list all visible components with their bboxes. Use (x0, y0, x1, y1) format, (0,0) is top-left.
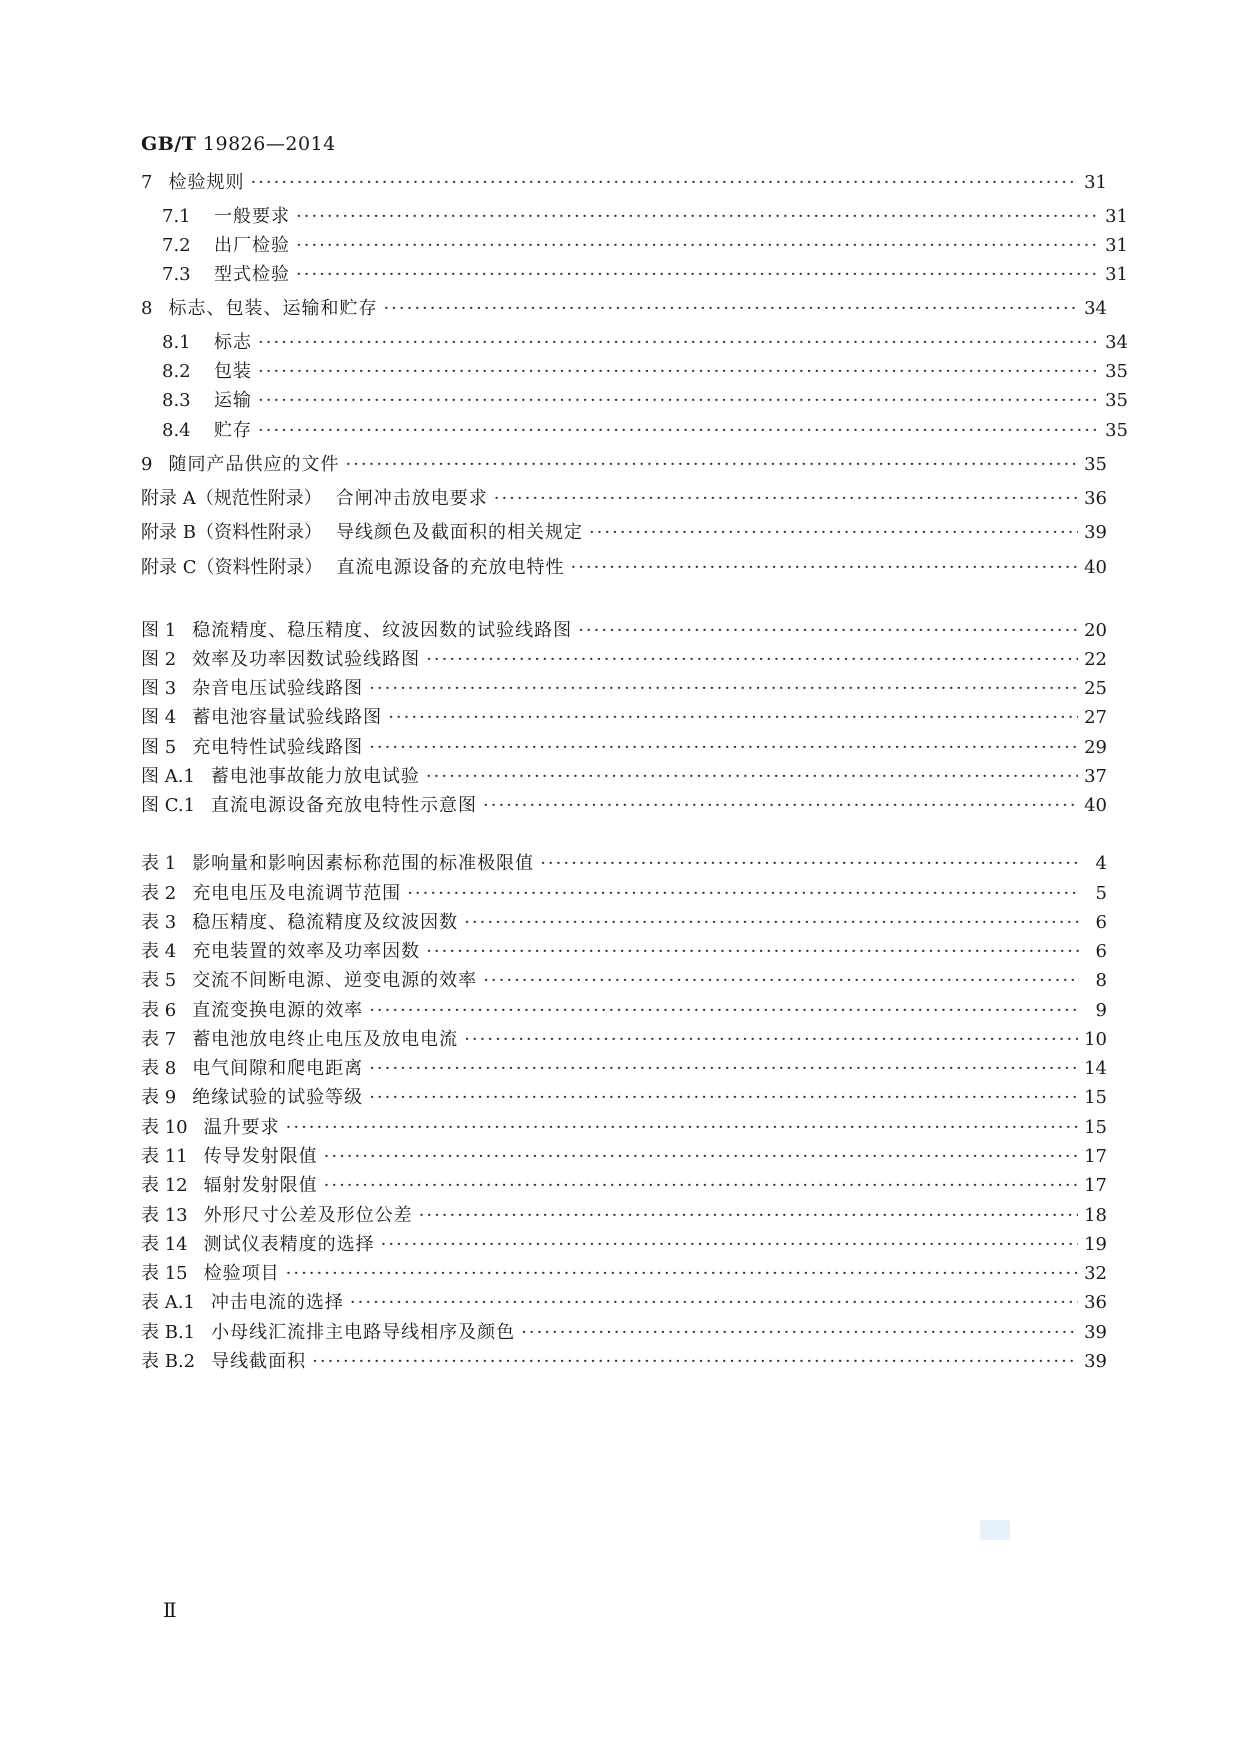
figures-entry-number: 图 3 (141, 678, 177, 699)
tables-entry[interactable] (141, 1140, 1107, 1168)
tables-entry-page: 19 (1084, 1234, 1107, 1255)
toc-entry-title: 标志 (214, 332, 252, 353)
leader-dots (383, 298, 1078, 320)
tables-entry-page: 39 (1084, 1351, 1107, 1372)
toc-entry-title: 检验规则 (168, 172, 245, 193)
tables-entry[interactable] (141, 964, 1107, 992)
leader-dots (296, 264, 1099, 286)
tables-entry-page: 5 (1095, 883, 1107, 904)
tables-entry[interactable] (141, 935, 1107, 963)
tables-entry-number: 表 14 (141, 1234, 188, 1255)
tables-entry-number: 表 6 (141, 1000, 177, 1021)
figures-entry-number: 图 A.1 (141, 766, 195, 787)
toc-entry-page: 31 (1105, 235, 1128, 256)
tables-entry-page: 17 (1084, 1146, 1107, 1167)
toc-entry-page: 31 (1105, 206, 1128, 227)
leader-dots (369, 678, 1078, 700)
tables-entry[interactable] (141, 1169, 1107, 1197)
toc-entry-number: 7 (141, 172, 153, 193)
figures-entry-title: 充电特性试验线路图 (192, 737, 364, 758)
figures-entry-title: 效率及功率因数试验线路图 (192, 649, 421, 670)
leader-dots (296, 235, 1099, 257)
figures-entry-title: 蓄电池事故能力放电试验 (210, 766, 420, 787)
tables-entry-number: 表 9 (141, 1087, 177, 1108)
toc-entry[interactable] (141, 326, 1128, 354)
figures-entry-page: 20 (1084, 620, 1107, 641)
tables-entry[interactable] (141, 1316, 1107, 1344)
toc-entry-number: 附录 A（规范性附录） (141, 488, 322, 509)
leader-dots (286, 1263, 1078, 1285)
leader-dots (521, 1322, 1078, 1344)
tables-entry-page: 15 (1084, 1117, 1107, 1138)
tables-entry-title: 电气间隙和爬电距离 (192, 1058, 364, 1079)
tables-entry-title: 外形尺寸公差及形位公差 (203, 1205, 413, 1226)
tables-entry-title: 传导发射限值 (203, 1146, 318, 1167)
tables-entry-number: 表 7 (141, 1029, 177, 1050)
toc-entry-page: 35 (1105, 420, 1128, 441)
leader-dots (345, 454, 1078, 476)
tables-entry[interactable] (141, 1345, 1107, 1373)
tables-entry-page: 39 (1084, 1322, 1107, 1343)
toc-entry-number: 附录 B（资料性附录） (141, 522, 322, 543)
tables-entry-number: 表 10 (141, 1117, 188, 1138)
tables-entry[interactable] (141, 1199, 1107, 1227)
toc-entry-title: 贮存 (214, 420, 252, 441)
toc-entry-title: 运输 (214, 390, 252, 411)
tables-entry-number: 表 B.2 (141, 1351, 196, 1372)
leader-dots (426, 766, 1078, 788)
leader-dots (540, 853, 1079, 875)
figures-entry[interactable] (141, 672, 1107, 700)
leader-dots (483, 970, 1079, 992)
toc-entry-title: 出厂检验 (214, 235, 290, 256)
tables-entry-title: 温升要求 (203, 1117, 280, 1138)
tables-entry-number: 表 11 (141, 1146, 188, 1167)
figures-entry[interactable] (141, 643, 1107, 671)
leader-dots (369, 1087, 1078, 1109)
tables-entry-number: 表 8 (141, 1058, 177, 1079)
tables-entry-title: 影响量和影响因素标称范围的标准极限值 (192, 853, 535, 874)
toc-entry-page: 35 (1084, 454, 1107, 475)
tables-entry-page: 14 (1084, 1058, 1107, 1079)
leader-dots (369, 737, 1078, 759)
toc-entry[interactable] (141, 229, 1128, 257)
toc-entry-number: 7.1 (162, 206, 191, 227)
toc-entry-title: 合闸冲击放电要求 (335, 488, 488, 509)
leader-dots (258, 420, 1099, 442)
leader-dots (426, 649, 1078, 671)
leader-dots (419, 1205, 1078, 1227)
figures-entry-title: 稳流精度、稳压精度、纹波因数的试验线路图 (192, 620, 573, 641)
leader-dots (589, 522, 1078, 544)
tables-entry-number: 表 A.1 (141, 1292, 195, 1313)
toc-entry-page: 34 (1084, 298, 1107, 319)
toc-entry-page: 34 (1105, 332, 1128, 353)
figures-entry-page: 27 (1084, 707, 1107, 728)
figures-entry-page: 37 (1084, 766, 1107, 787)
toc-entry-page: 31 (1084, 172, 1107, 193)
standard-prefix: GB/T (141, 133, 197, 155)
tables-entry[interactable] (141, 1052, 1107, 1080)
toc-entry[interactable] (141, 384, 1128, 412)
leader-dots (407, 883, 1079, 905)
tables-entry-title: 交流不间断电源、逆变电源的效率 (192, 970, 478, 991)
toc-entry-page: 31 (1105, 264, 1128, 285)
leader-dots (296, 206, 1099, 228)
tables-entry-page: 4 (1095, 853, 1107, 874)
tables-entry-title: 绝缘试验的试验等级 (192, 1087, 364, 1108)
leader-dots (464, 912, 1079, 934)
tables-entry-number: 表 15 (141, 1263, 188, 1284)
figures-entry[interactable] (141, 731, 1107, 759)
watermark-stamp (980, 1520, 1010, 1540)
tables-entry[interactable] (141, 994, 1107, 1022)
tables-entry-page: 32 (1084, 1263, 1107, 1284)
tables-entry-page: 10 (1084, 1029, 1107, 1050)
tables-entry-number: 表 2 (141, 883, 177, 904)
tables-entry-number: 表 4 (141, 941, 177, 962)
toc-entry-title: 一般要求 (214, 206, 290, 227)
page-number: Ⅱ (163, 1598, 177, 1622)
toc-entry[interactable] (141, 482, 1107, 510)
figures-entry-number: 图 4 (141, 707, 177, 728)
tables-entry-title: 检验项目 (203, 1263, 280, 1284)
toc-entry-title: 随同产品供应的文件 (168, 454, 340, 475)
toc-entry[interactable] (141, 166, 1107, 194)
leader-dots (324, 1175, 1078, 1197)
tables-entry-number: 表 B.1 (141, 1322, 196, 1343)
leader-dots (426, 941, 1079, 963)
leader-dots (258, 390, 1099, 412)
leader-dots (369, 1000, 1079, 1022)
figures-entry-page: 22 (1084, 649, 1107, 670)
leader-dots (494, 488, 1078, 510)
tables-entry-number: 表 13 (141, 1205, 188, 1226)
leader-dots (369, 1058, 1078, 1080)
toc-entry-title: 标志、包装、运输和贮存 (168, 298, 378, 319)
tables-entry-title: 蓄电池放电终止电压及放电电流 (192, 1029, 459, 1050)
figures-entry-number: 图 5 (141, 737, 177, 758)
tables-entry-title: 充电电压及电流调节范围 (192, 883, 402, 904)
tables-entry-page: 36 (1084, 1292, 1107, 1313)
figures-entry-title: 杂音电压试验线路图 (192, 678, 364, 699)
toc-entry-number: 8 (141, 298, 153, 319)
tables-entry[interactable] (141, 1111, 1107, 1139)
tables-entry-title: 冲击电流的选择 (210, 1292, 344, 1313)
leader-dots (381, 1234, 1078, 1256)
toc-entry[interactable] (141, 292, 1107, 320)
toc-entry-page: 35 (1105, 361, 1128, 382)
toc-entry-number: 8.4 (162, 420, 191, 441)
toc-entry-number: 7.3 (162, 264, 191, 285)
tables-entry-page: 6 (1095, 941, 1107, 962)
figures-entry-number: 图 1 (141, 620, 177, 641)
tables-entry-number: 表 1 (141, 853, 177, 874)
tables-entry-page: 17 (1084, 1175, 1107, 1196)
toc-entry-title: 型式检验 (214, 264, 290, 285)
tables-entry[interactable] (141, 1081, 1107, 1109)
toc-entry[interactable] (141, 258, 1128, 286)
figures-entry[interactable] (141, 701, 1107, 729)
tables-entry[interactable] (141, 1023, 1107, 1051)
toc-entry-page: 40 (1084, 557, 1107, 578)
toc-entry-number: 附录 C（资料性附录） (141, 557, 323, 578)
standard-number: 19826—2014 (202, 133, 336, 155)
leader-dots (258, 361, 1099, 383)
leader-dots (324, 1146, 1078, 1168)
tables-entry-page: 9 (1095, 1000, 1107, 1021)
leader-dots (258, 332, 1099, 354)
leader-dots (483, 795, 1078, 817)
leader-dots (350, 1292, 1078, 1314)
figures-entry[interactable] (141, 789, 1107, 817)
toc-entry-number: 7.2 (162, 235, 191, 256)
toc-entry-number: 8.1 (162, 332, 191, 353)
toc-entry-number: 8.3 (162, 390, 191, 411)
tables-entry-page: 6 (1095, 912, 1107, 933)
leader-dots (312, 1351, 1078, 1373)
toc-entry[interactable] (141, 200, 1128, 228)
toc-entry-title: 包装 (214, 361, 252, 382)
figures-entry-number: 图 2 (141, 649, 177, 670)
leader-dots (250, 172, 1078, 194)
tables-entry-number: 表 5 (141, 970, 177, 991)
tables-entry-title: 充电装置的效率及功率因数 (192, 941, 421, 962)
tables-entry-title: 小母线汇流排主电路导线相序及颜色 (211, 1322, 516, 1343)
leader-dots (464, 1029, 1078, 1051)
figures-entry-title: 直流电源设备充放电特性示意图 (211, 795, 478, 816)
leader-dots (286, 1117, 1078, 1139)
toc-entry-title: 导线颜色及截面积的相关规定 (335, 522, 583, 543)
tables-entry[interactable] (141, 877, 1107, 905)
toc-entry-number: 8.2 (162, 361, 191, 382)
toc-entry[interactable] (141, 355, 1128, 383)
leader-dots (571, 557, 1079, 579)
figures-entry[interactable] (141, 760, 1107, 788)
tables-entry-title: 辐射发射限值 (203, 1175, 318, 1196)
tables-entry-title: 稳压精度、稳流精度及纹波因数 (192, 912, 459, 933)
tables-entry[interactable] (141, 1286, 1107, 1314)
toc-entry[interactable] (141, 448, 1107, 476)
figures-entry-page: 29 (1084, 737, 1107, 758)
standard-code (141, 133, 336, 155)
tables-entry[interactable] (141, 1228, 1107, 1256)
tables-entry-title: 直流变换电源的效率 (192, 1000, 364, 1021)
tables-entry-title: 导线截面积 (211, 1351, 307, 1372)
tables-entry-title: 测试仪表精度的选择 (203, 1234, 375, 1255)
toc-entry-page: 39 (1084, 522, 1107, 543)
toc-entry[interactable] (141, 516, 1107, 544)
tables-entry-number: 表 3 (141, 912, 177, 933)
tables-entry[interactable] (141, 1257, 1107, 1285)
toc-entry[interactable] (141, 414, 1128, 442)
toc-entry-title: 直流电源设备的充放电特性 (336, 557, 565, 578)
figures-entry-page: 25 (1084, 678, 1107, 699)
toc-entry-page: 36 (1084, 488, 1107, 509)
toc-entry-page: 35 (1105, 390, 1128, 411)
figures-entry-page: 40 (1084, 795, 1107, 816)
tables-entry[interactable] (141, 847, 1107, 875)
tables-entry[interactable] (141, 906, 1107, 934)
tables-entry-page: 15 (1084, 1087, 1107, 1108)
figures-entry-title: 蓄电池容量试验线路图 (192, 707, 383, 728)
tables-entry-number: 表 12 (141, 1175, 188, 1196)
toc-entry-number: 9 (141, 454, 153, 475)
leader-dots (578, 620, 1078, 642)
toc-entry[interactable] (141, 551, 1107, 579)
leader-dots (388, 707, 1078, 729)
tables-entry-page: 8 (1095, 970, 1107, 991)
figures-entry[interactable] (141, 614, 1107, 642)
tables-entry-page: 18 (1084, 1205, 1107, 1226)
figures-entry-number: 图 C.1 (141, 795, 196, 816)
